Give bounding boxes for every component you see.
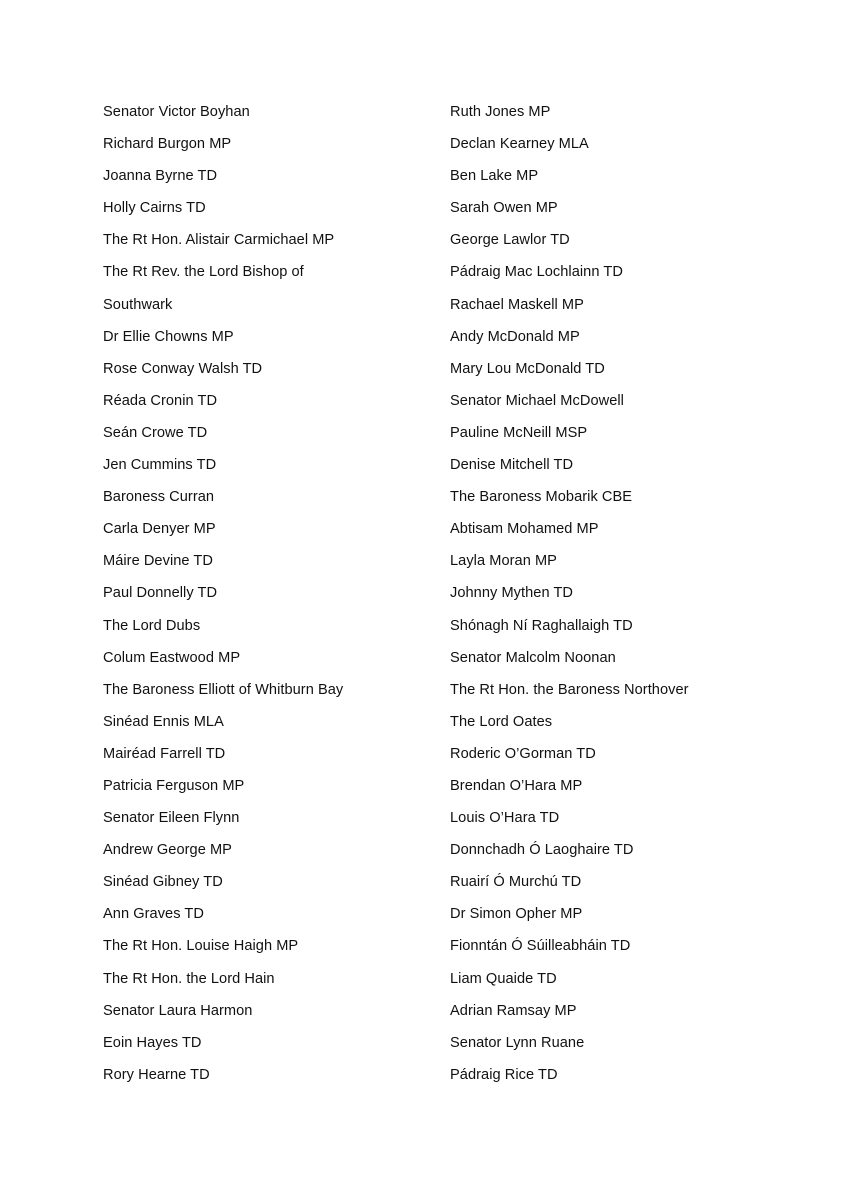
signatory-name: Dr Ellie Chowns MP bbox=[103, 328, 234, 345]
signatory-name: Colum Eastwood MP bbox=[103, 649, 241, 666]
signatory-name: Southwark bbox=[103, 296, 173, 313]
signatory-name: Pauline McNeill MSP bbox=[450, 424, 588, 441]
signatory-name: Jen Cummins TD bbox=[103, 457, 217, 474]
signatory-name: Senator Victor Boyhan bbox=[103, 104, 250, 120]
signatory-name: Paul Donnelly TD bbox=[103, 585, 218, 602]
signatory-name: Roderic O’Gorman TD bbox=[450, 745, 596, 762]
signatories-right-column bbox=[450, 101, 770, 1096]
signatory-name: Donnchadh Ó Laoghaire TD bbox=[450, 842, 634, 859]
signatory-name: Senator Michael McDowell bbox=[450, 392, 624, 409]
signatory-name: Johnny Mythen TD bbox=[450, 585, 574, 602]
signatory-name: The Rt Hon. Louise Haigh MP bbox=[103, 938, 299, 955]
signatory-name: Ruairí Ó Murchú TD bbox=[450, 874, 582, 891]
signatory-name: Fionntán Ó Súilleabháin TD bbox=[450, 938, 631, 955]
signatory-name: Andy McDonald MP bbox=[450, 328, 580, 345]
signatory-name: Sinéad Ennis MLA bbox=[103, 713, 224, 730]
signatory-name: Senator Malcolm Noonan bbox=[450, 649, 616, 666]
signatory-name: Adrian Ramsay MP bbox=[450, 1002, 577, 1019]
signatory-name: The Lord Oates bbox=[450, 713, 553, 730]
signatory-name: Joanna Byrne TD bbox=[103, 168, 218, 185]
signatory-name: Pádraig Rice TD bbox=[450, 1066, 558, 1083]
signatory-name: Rory Hearne TD bbox=[103, 1066, 210, 1083]
signatory-name: Sinéad Gibney TD bbox=[103, 874, 223, 891]
signatory-name: Denise Mitchell TD bbox=[450, 457, 574, 474]
signatory-name: Declan Kearney MLA bbox=[450, 136, 589, 153]
signatory-name: Mairéad Farrell TD bbox=[103, 745, 226, 762]
signatory-name: Liam Quaide TD bbox=[450, 970, 557, 987]
signatory-name: Réada Cronin TD bbox=[103, 392, 218, 409]
signatory-name: The Rt Rev. the Lord Bishop of bbox=[103, 264, 304, 281]
signatory-name: Senator Laura Harmon bbox=[103, 1002, 253, 1019]
signatory-name: Patricia Ferguson MP bbox=[103, 777, 245, 794]
signatory-name: Pádraig Mac Lochlainn TD bbox=[450, 264, 623, 281]
signatory-name: Dr Simon Opher MP bbox=[450, 906, 583, 923]
signatory-name: Rose Conway Walsh TD bbox=[103, 360, 263, 377]
signatory-name: The Rt Hon. the Baroness Northover bbox=[450, 681, 689, 698]
signatories-left-column bbox=[103, 101, 423, 1096]
signatory-name: Ann Graves TD bbox=[103, 906, 204, 923]
signatory-name: Mary Lou McDonald TD bbox=[450, 360, 605, 377]
signatory-name: George Lawlor TD bbox=[450, 232, 570, 249]
signatory-name: Senator Eileen Flynn bbox=[103, 810, 240, 827]
signatory-name: The Rt Hon. the Lord Hain bbox=[103, 970, 275, 987]
signatory-name: Holly Cairns TD bbox=[103, 200, 206, 217]
signatory-name: Ben Lake MP bbox=[450, 168, 539, 185]
signatory-name: Andrew George MP bbox=[103, 842, 232, 859]
signatory-name: Senator Lynn Ruane bbox=[450, 1034, 585, 1051]
signatory-name: Rachael Maskell MP bbox=[450, 296, 584, 313]
signatory-name: Shónagh Ní Raghallaigh TD bbox=[450, 617, 633, 634]
signatory-name: The Baroness Mobarik CBE bbox=[450, 489, 633, 506]
signatory-name: The Rt Hon. Alistair Carmichael MP bbox=[103, 232, 335, 249]
signatory-name: Layla Moran MP bbox=[450, 553, 557, 570]
signatory-name: Ruth Jones MP bbox=[450, 104, 551, 120]
signatory-name: The Lord Dubs bbox=[103, 617, 201, 634]
signatory-name: Sarah Owen MP bbox=[450, 200, 558, 217]
signatory-name: Carla Denyer MP bbox=[103, 521, 216, 538]
signatory-name: Brendan O’Hara MP bbox=[450, 777, 583, 794]
signatory-name: Máire Devine TD bbox=[103, 553, 213, 570]
signatory-name: Baroness Curran bbox=[103, 489, 215, 506]
signatory-name: The Baroness Elliott of Whitburn Bay bbox=[103, 681, 344, 698]
signatory-name: Abtisam Mohamed MP bbox=[450, 521, 599, 538]
signatory-name: Louis O’Hara TD bbox=[450, 810, 560, 827]
signatory-name: Eoin Hayes TD bbox=[103, 1034, 202, 1051]
signatory-name: Seán Crowe TD bbox=[103, 424, 208, 441]
signatory-name: Richard Burgon MP bbox=[103, 136, 232, 153]
